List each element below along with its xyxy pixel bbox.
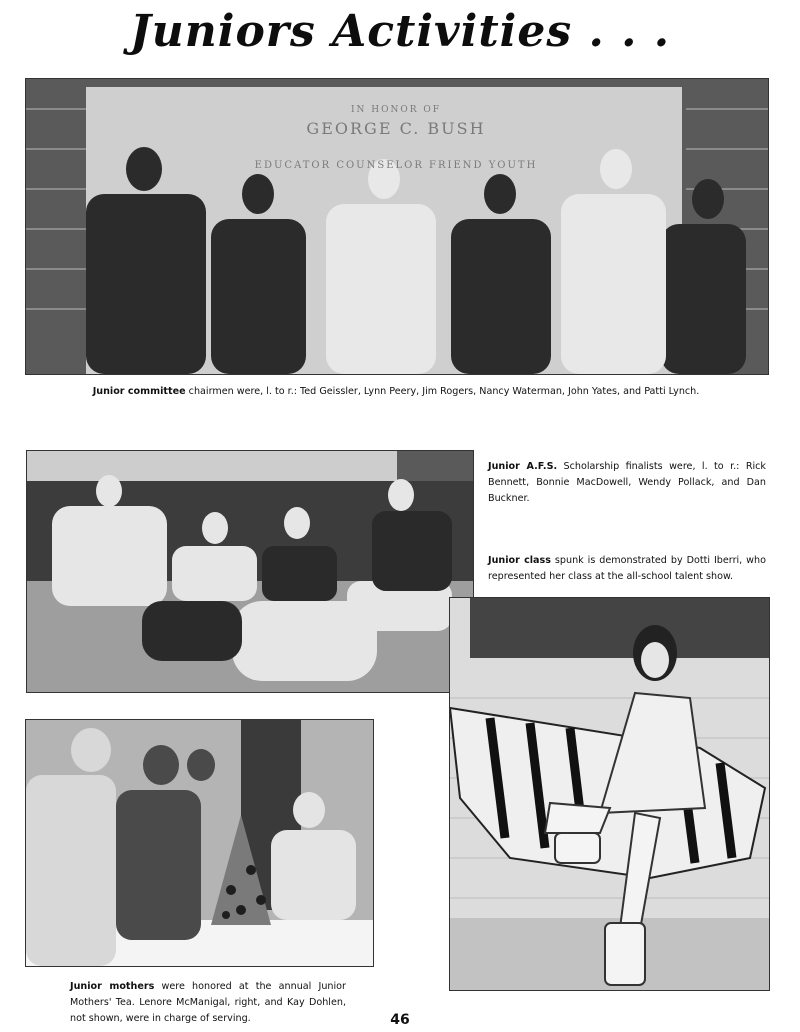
page-title: Juniors Activities . . .: [129, 6, 671, 57]
page-number: 46: [390, 1012, 410, 1028]
afs-finalists-photo: [26, 450, 474, 693]
mothers-tea-photo: [25, 719, 374, 967]
mothers-caption-text: were honored at the annual Junior Mothers' Tea. Lenore McManigal, right, and Kay Dohlen, not shown, were in charge of serving.: [70, 981, 346, 1024]
spunk-caption: [488, 553, 766, 585]
committee-photo: [25, 78, 769, 375]
afs-caption-text: Scholarship finalists were, l. to r.: Rick Bennett, Bonnie MacDowell, Wendy Pollack, and Dan Buckner.: [488, 461, 766, 504]
spunk-caption-lead: Junior class: [488, 555, 551, 566]
afs-caption-lead: Junior A.F.S.: [488, 461, 558, 472]
committee-caption-text: chairmen were, l. to r.: Ted Geissler, Lynn Peery, Jim Rogers, Nancy Waterman, John Yates, and Patti Lynch.: [185, 386, 700, 397]
committee-caption: [25, 384, 767, 400]
mothers-caption-lead: Junior mothers: [70, 981, 155, 992]
inscription-line-2: GEORGE C. BUSH: [306, 119, 486, 138]
afs-finalists-scene: [27, 451, 473, 692]
afs-caption: [488, 459, 766, 507]
mothers-tea-scene: [26, 720, 373, 966]
talent-show-scene: [450, 598, 769, 990]
committee-caption-lead: Junior committee: [92, 386, 186, 397]
spunk-caption-text: spunk is demonstrated by Dotti Iberri, who represented her class at the all-school talent show.: [488, 555, 766, 582]
inscription-line-3: EDUCATOR COUNSELOR FRIEND YOUTH: [254, 160, 538, 171]
inscription-line-1: IN HONOR OF: [350, 105, 442, 115]
memorial-inscription: [186, 105, 606, 171]
talent-show-photo: [449, 597, 770, 991]
